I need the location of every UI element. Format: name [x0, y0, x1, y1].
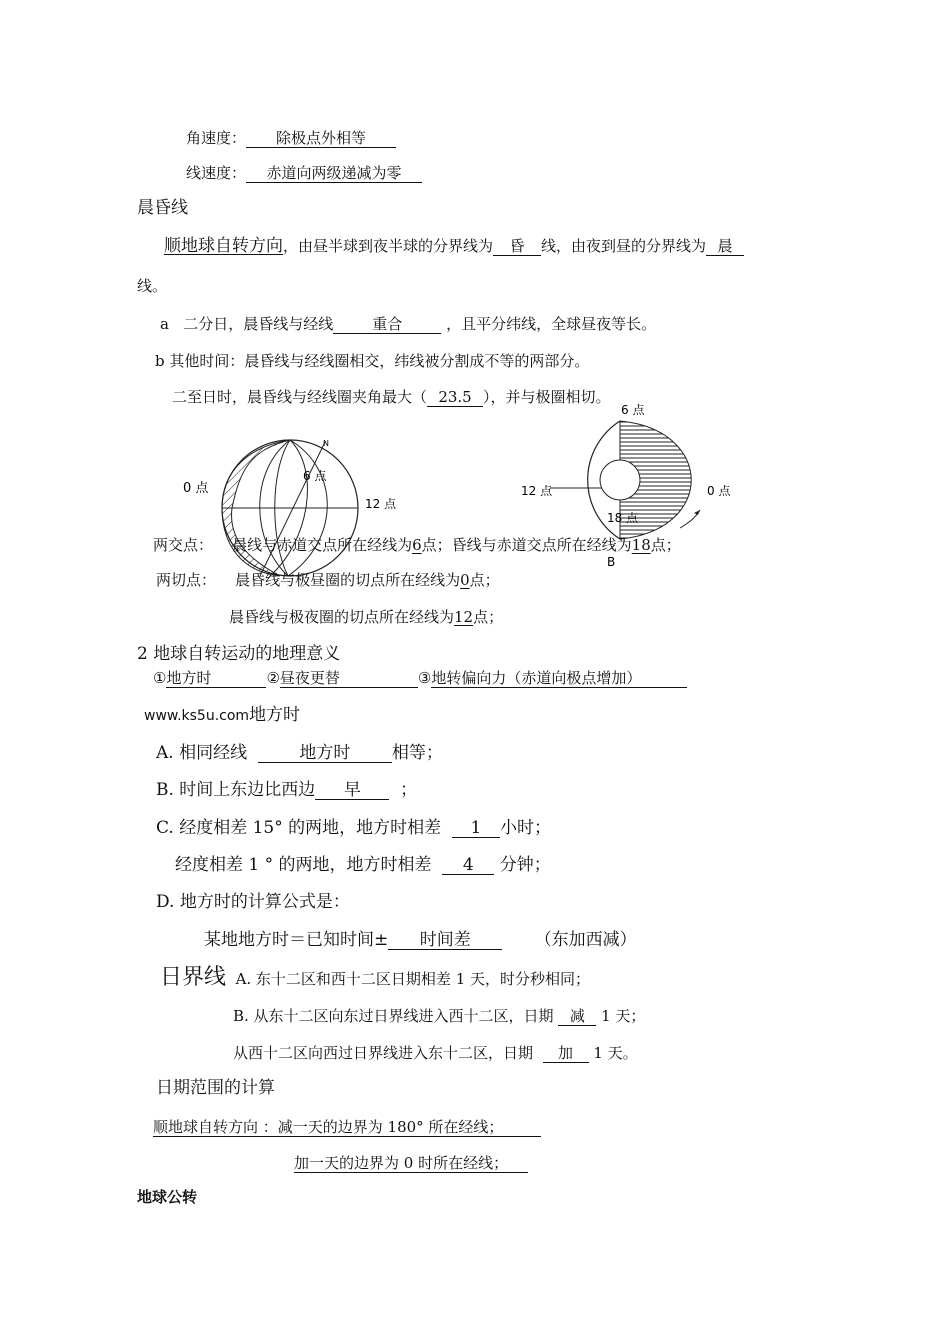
- local-time-b: [156, 780, 417, 800]
- intro-end: 线。: [137, 277, 168, 295]
- lt-c-blank: 1: [452, 819, 500, 838]
- local-time-heading-line: [144, 705, 300, 726]
- date-range-heading: 日期范围的计算: [156, 1078, 275, 1098]
- lt-c-text-1: C. 经度相差 15° 的两地，地方时相差: [156, 818, 442, 838]
- date-line-a: A. 东十二区和西十二区日期相差 1 天，时分秒相同；: [235, 970, 591, 988]
- dl-b-text-2: 1 天；: [601, 1007, 646, 1025]
- lt-c2-text-2: 分钟；: [499, 855, 551, 875]
- item-3-mark: ③: [417, 669, 432, 687]
- significance-heading: 2 地球自转运动的地理意义: [137, 644, 341, 664]
- globe-diagram-left: [170, 430, 413, 580]
- date-line-c: [233, 1043, 638, 1063]
- lt-b-text-2: ；: [400, 780, 418, 800]
- item-1-mark: ①: [153, 669, 167, 687]
- dl-c-blank: 加: [543, 1044, 589, 1063]
- terminator-heading: 晨昏线: [137, 198, 188, 218]
- lt-c2-text-1: 经度相差 1 ° 的两地，地方时相差: [175, 855, 432, 875]
- tangent-text-2: 点；: [469, 571, 500, 589]
- date-line-a-line: [160, 966, 590, 990]
- equinox-text-1: 二分日，晨昏线与经线: [183, 315, 334, 333]
- lt-a-text-1: A. 相同经线: [156, 743, 248, 763]
- right-label-b: B: [607, 555, 616, 569]
- angular-speed-line: [186, 128, 396, 148]
- dl-b-blank: 减: [558, 1007, 596, 1026]
- local-time-c2: [175, 855, 551, 875]
- tangent-points-line-2: [229, 607, 503, 627]
- item-2-mark: ②: [266, 669, 280, 687]
- date-range-2: 加一天的边界为 0 时所在经线；: [294, 1154, 528, 1173]
- tangent-label: 两切点：: [156, 571, 217, 589]
- local-time-d: D. 地方时的计算公式是：: [156, 892, 350, 912]
- angular-speed-value: 除极点外相等: [246, 129, 396, 148]
- angle-blank: 23.5: [427, 388, 483, 407]
- right-label-6: 6 点: [621, 403, 645, 417]
- revolution-heading: 地球公转: [137, 1188, 198, 1206]
- dl-c-text-2: 1 天。: [593, 1044, 638, 1062]
- rotation-arrow-head: [694, 510, 700, 515]
- site-url: www.ks5u.com: [144, 708, 250, 724]
- item-day-night: 昼夜更替: [280, 669, 418, 688]
- intersection-text-1: 晨线与赤道交点所在经线为: [232, 536, 413, 554]
- left-label-0: 0 点: [183, 481, 209, 496]
- date-line-b: [233, 1006, 645, 1026]
- solstice-text-1: 二至日时，晨昏线与经线圈夹角最大（: [172, 388, 428, 406]
- angular-speed-label: 角速度：: [186, 129, 247, 147]
- tangent-text-1: 晨昏线与极昼圈的切点所在经线为: [235, 571, 461, 589]
- linear-speed-label: 线速度：: [186, 164, 247, 182]
- formula-text-1: 某地地方时＝已知时间±: [204, 930, 389, 950]
- linear-speed-line: [186, 163, 422, 183]
- intersection-text-3: 点；: [650, 536, 681, 554]
- right-label-0: 0 点: [707, 484, 731, 498]
- equinox-text-2: ，且平分纬线，全球昼夜等长。: [446, 315, 657, 333]
- dl-b-text-1: B. 从东十二区向东过日界线进入西十二区，日期: [233, 1007, 554, 1025]
- date-line-heading: 日界线: [160, 965, 227, 990]
- lt-b-blank: 早: [315, 781, 389, 800]
- solstice-text-2: ），并与极圈相切。: [483, 388, 611, 406]
- north-label: N: [323, 439, 329, 448]
- equinox-line: [160, 314, 656, 334]
- polar-night-tangent-value: 12: [454, 608, 474, 626]
- terminator-intro: [164, 236, 744, 256]
- intersection-text-2: 点；昏线与赤道交点所在经线为: [421, 536, 632, 554]
- item-coriolis: 地转偏向力（赤道向极点增加）: [431, 669, 687, 688]
- dawn-equator-value: 6: [412, 536, 422, 554]
- earth-axis: [260, 442, 325, 576]
- dusk-blank: 昏: [493, 237, 541, 256]
- polar-circle: [600, 460, 640, 500]
- dl-c-text-1: 从西十二区向西过日界线进入东十二区，日期: [233, 1044, 534, 1062]
- right-label-12: 12 点: [521, 484, 553, 498]
- item-local-time: 地方时: [166, 669, 266, 688]
- tangent2-text-2: 点；: [473, 608, 504, 626]
- intro-text-1: ，由昼半球到夜半球的分界线为: [283, 237, 494, 255]
- tangent2-text-1: 晨昏线与极夜圈的切点所在经线为: [229, 608, 455, 626]
- date-range-1: 顺地球自转方向 ：减一天的边界为 180° 所在经线；: [153, 1118, 541, 1137]
- lt-c-text-2: 小时；: [499, 818, 551, 838]
- intro-text-2: 线，由夜到昼的分界线为: [541, 237, 707, 255]
- rotation-direction-phrase: 顺地球自转方向: [164, 236, 283, 256]
- left-label-6: 6 点: [303, 469, 327, 483]
- tangent-points-line: [156, 570, 500, 590]
- lt-a-text-2: 相等；: [391, 743, 443, 763]
- formula-text-2: （东加西减）: [534, 930, 637, 950]
- lt-b-text-1: B. 时间上东边比西边: [156, 780, 316, 800]
- dusk-equator-value: 18: [631, 536, 651, 554]
- right-label-18: 18 点: [607, 511, 639, 525]
- local-time-c: [156, 818, 551, 838]
- left-label-12: 12 点: [365, 497, 397, 511]
- lt-c2-blank: 4: [442, 856, 494, 875]
- formula-blank: 时间差: [388, 931, 502, 950]
- coincide-blank: 重合: [333, 315, 441, 334]
- local-time-a: [156, 743, 443, 763]
- local-time-formula: [204, 930, 637, 950]
- intersection-label: 两交点：: [153, 536, 214, 554]
- local-time-heading: 地方时: [249, 705, 301, 725]
- dawn-blank: 晨: [706, 237, 744, 256]
- other-time-line: b 其他时间：晨昏线与经线圈相交，纬线被分割成不等的两部分。: [155, 352, 590, 370]
- lt-a-blank: 地方时: [258, 744, 392, 763]
- intersection-points-line: [153, 535, 681, 555]
- date-range-line-1: [153, 1117, 541, 1137]
- polar-day-tangent-value: 0: [460, 571, 470, 589]
- date-range-line-2: [294, 1153, 528, 1173]
- linear-speed-value: 赤道向两级递减为零: [246, 164, 422, 183]
- significance-items: [153, 668, 687, 688]
- item-a-marker: a: [160, 315, 169, 333]
